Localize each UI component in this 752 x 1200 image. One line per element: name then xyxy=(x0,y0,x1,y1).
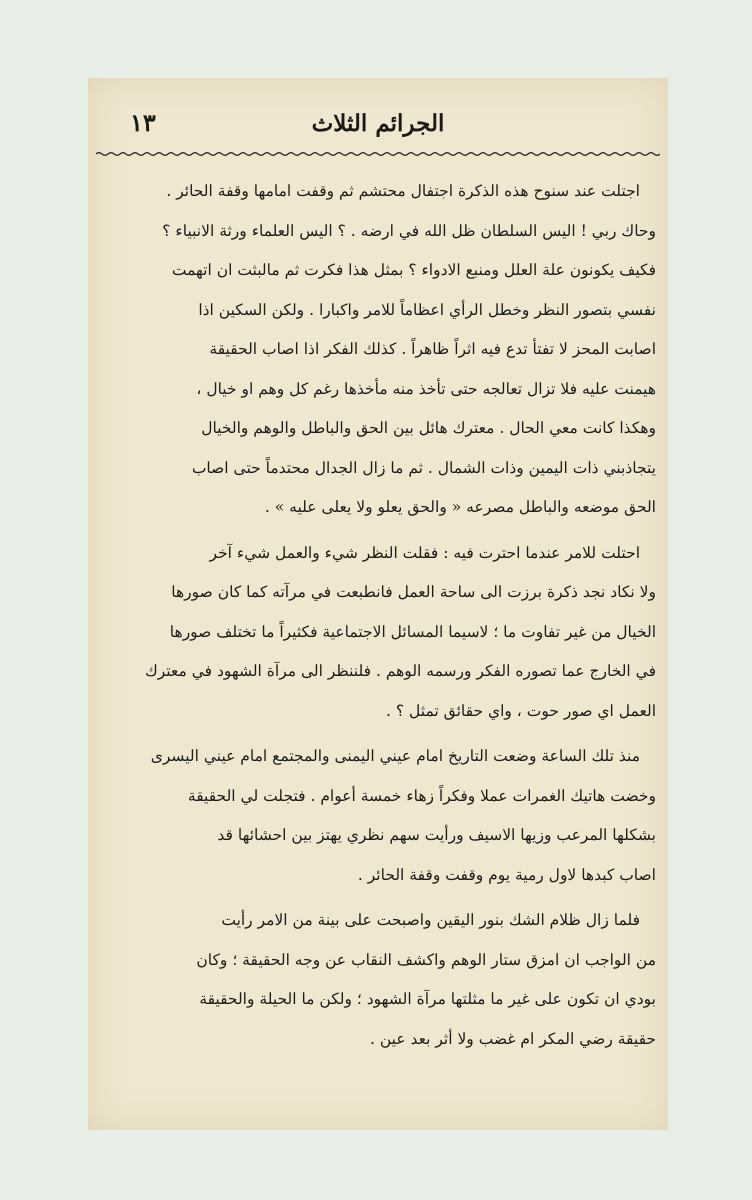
paragraph-2 xyxy=(96,534,656,732)
page-header xyxy=(88,106,668,146)
text-line: بشكلها المرعب وزيها الاسيف ورأيت سهم نظري يهتز بين احشائها قد xyxy=(217,826,656,844)
paragraph-1 xyxy=(96,172,656,528)
text-line: حقيقة رضي المكر ام غضب ولا أثر بعد عين . xyxy=(369,1029,656,1048)
text-line: العمل اي صور حوت ، واي حقائق تمثل ؟ . xyxy=(386,701,656,720)
text-line: من الواجب ان امزق ستار الوهم واكشف النقاب عن وجه الحقيقة ؛ وكان xyxy=(196,950,656,969)
text-line: اصابت المحز لا تفتأ تدع فيه اثراً ظاهراً . كذلك الفكر اذا اصاب الحقيقة xyxy=(209,340,656,358)
header-wavy-rule xyxy=(96,150,660,158)
text-line: اصاب كبدها لاول رمية يوم وقفت وقفة الحائر . xyxy=(357,865,656,884)
text-line: بودي ان تكون على غير ما مثلتها مرآة الشهود ؛ ولكن ما الحيلة والحقيقة xyxy=(199,990,656,1008)
text-line: وخضت هاتيك الغمرات عملا وفكراً زهاء خمسة أعوام . فتجلت لي الحقيقة xyxy=(187,786,656,805)
paragraph-4 xyxy=(96,901,656,1059)
text-line: فكيف يكونون علة العلل ومنبع الادواء ؟ بمثل هذا فكرت ثم مالبثت ان اتهمت xyxy=(171,261,656,279)
text-line: فلما زال ظلام الشك بنور اليقين واصبحت على بينة من الامر رأيت xyxy=(221,911,640,929)
text-line: في الخارج عما تصوره الفكر ورسمه الوهم . فلننظر الى مرآة الشهود في معترك xyxy=(144,662,656,680)
running-title: الجرائم الثلاث xyxy=(311,110,445,137)
page-number: ١٣ xyxy=(130,108,156,137)
text-line: وحاك ربي ! اليس السلطان ظل الله في ارضه . ؟ اليس العلماء ورثة الانبياء ؟ xyxy=(162,221,656,240)
text-line: الخيال من غير تفاوت ما ؛ لاسيما المسائل الاجتماعية فكثيراً ما تختلف صورها xyxy=(169,622,656,641)
text-line: هيمنت عليه فلا تزال تعالجه حتى تأخذ منه مأخذها رغم كل وهم او خيال ، xyxy=(196,379,656,398)
text-line: منذ تلك الساعة وضعت التاريخ امام عيني اليمنى والمجتمع امام عيني اليسرى xyxy=(150,747,640,765)
wavy-rule-ornament xyxy=(96,150,660,158)
text-line: احتلت للامر عندما احترت فيه : فقلت النظر شيء والعمل شيء آخر xyxy=(209,543,640,562)
text-line: اجتلت عند سنوح هذه الذكرة اجتفال محتشم ثم وقفت امامها وقفة الحائر . xyxy=(166,182,640,200)
text-line: وهكذا كانت معي الحال . معترك هائل بين الحق والباطل والوهم والخيال xyxy=(201,419,656,437)
text-line: الحق موضعه والباطل مصرعه « والحق يعلو ولا يعلى عليه » . xyxy=(264,498,656,516)
text-line: يتجاذبني ذات اليمين وذات الشمال . ثم ما زال الجدال محتدماً حتى اصاب xyxy=(191,458,656,477)
text-line: نفسي بتصور النظر وخطل الرأي اعظاماً للامر واكبارا . ولكن السكين اذا xyxy=(198,300,656,319)
text-line: ولا نكاد نجد ذكرة برزت الى ساحة العمل فانطبعت في مرآته كما كان صورها xyxy=(171,583,656,601)
paragraph-3 xyxy=(96,737,656,895)
book-page xyxy=(88,78,668,1130)
body-text xyxy=(96,172,656,1059)
